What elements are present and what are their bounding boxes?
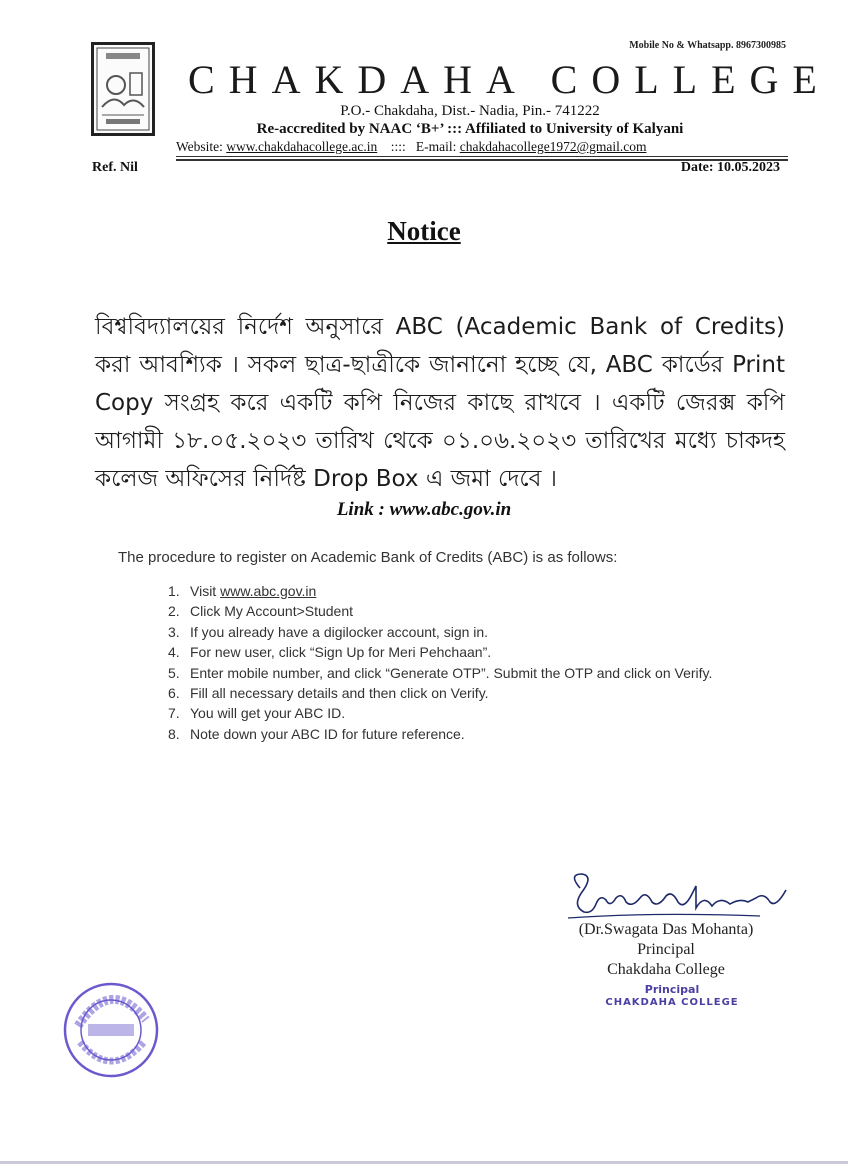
step-item <box>168 665 712 685</box>
step-text: Fill all necessary details and then click on Verify. <box>190 684 489 701</box>
website-label: Website: <box>176 139 227 154</box>
step-text: For new user, click “Sign Up for Meri Pehchaan”. <box>190 644 492 661</box>
website-link[interactable]: www.chakdahacollege.ac.in <box>226 139 378 154</box>
header-divider <box>176 156 788 157</box>
step-number: 6. <box>168 684 180 701</box>
step-number: 4. <box>168 644 180 661</box>
step-item <box>168 644 712 664</box>
step-text: Enter mobile number, and click “Generate OTP”. Submit the OTP and click on Verify. <box>190 664 713 681</box>
notice-body-bengali: বিশ্ববিদ্যালয়ের নির্দেশ অনুসারে ABC (Academic Bank of Credits) করা আবশ্যিক । সকল ছাত্র-ছাত্রীকে জানানো হচ্ছে যে, ABC কার্ডের Print Copy সংগ্রহ করে একটি কপি নিজের কাছে রাখবে । একটি জেরক্স কপি আগামী ১৮.০৫.২০২৩ তারিখ থেকে ০১.০৬.২০২৩ তারিখের মধ্যে চাকদহ কলেজ অফিসের নির্দিষ্ট Drop Box এ জমা দেবে । <box>95 314 785 492</box>
procedure-intro: The procedure to register on Academic Bank of Credits (ABC) is as follows: <box>118 549 618 566</box>
step-item <box>168 705 712 725</box>
college-seal <box>58 980 164 1080</box>
email-label: E-mail: <box>415 139 460 154</box>
step-text: You will get your ABC ID. <box>190 705 346 722</box>
notice-title: Notice <box>387 216 461 246</box>
principal-stamp <box>592 983 752 1009</box>
step-item <box>168 583 712 603</box>
step-text: Click My Account>Student <box>190 603 354 620</box>
stamp-line-principal: Principal <box>644 983 700 996</box>
separator: :::: <box>390 139 406 154</box>
signatory-institution: Chakdaha College <box>607 961 725 978</box>
college-address: P.O.- Chakdaha, Dist.- Nadia, Pin.- 741222 <box>340 103 600 119</box>
notice-date: Date: 10.05.2023 <box>680 160 780 175</box>
step-text: Visit <box>190 583 221 599</box>
email-link[interactable]: chakdahacollege1972@gmail.com <box>459 139 647 154</box>
step-item <box>168 685 712 705</box>
step-number: 8. <box>168 725 180 742</box>
step-item <box>168 726 712 746</box>
abc-link[interactable]: Link : www.abc.gov.in <box>336 499 512 520</box>
procedure-steps <box>168 583 712 746</box>
step-number: 7. <box>168 705 180 722</box>
college-name: CHAKDAHA COLLEGE <box>188 57 831 102</box>
step-number: 5. <box>168 664 180 681</box>
accreditation-line: Re-accredited by NAAC ‘B+’ ::: Affiliated to University of Kalyani <box>256 121 684 137</box>
college-logo <box>91 42 155 136</box>
page-bottom-edge <box>0 1161 848 1164</box>
step-number: 1. <box>168 583 180 599</box>
step-text: Note down your ABC ID for future reference. <box>190 725 465 742</box>
step-text: If you already have a digilocker account, sign in. <box>190 623 489 640</box>
signatory-designation: Principal <box>637 941 695 958</box>
step-item <box>168 603 712 623</box>
signatory-block <box>546 920 786 980</box>
step-item <box>168 624 712 644</box>
stamp-line-college: CHAKDAHA COLLEGE <box>605 997 739 1008</box>
contact-number: Mobile No & Whatsapp. 8967300985 <box>629 40 786 51</box>
handwritten-signature <box>560 868 800 924</box>
reference-number: Ref. Nil <box>92 160 138 175</box>
step-number: 3. <box>168 623 180 640</box>
contact-line <box>176 139 646 155</box>
step-link[interactable]: www.abc.gov.in <box>220 583 317 599</box>
signatory-name: (Dr.Swagata Das Mohanta) <box>578 921 754 938</box>
step-number: 2. <box>168 603 180 620</box>
